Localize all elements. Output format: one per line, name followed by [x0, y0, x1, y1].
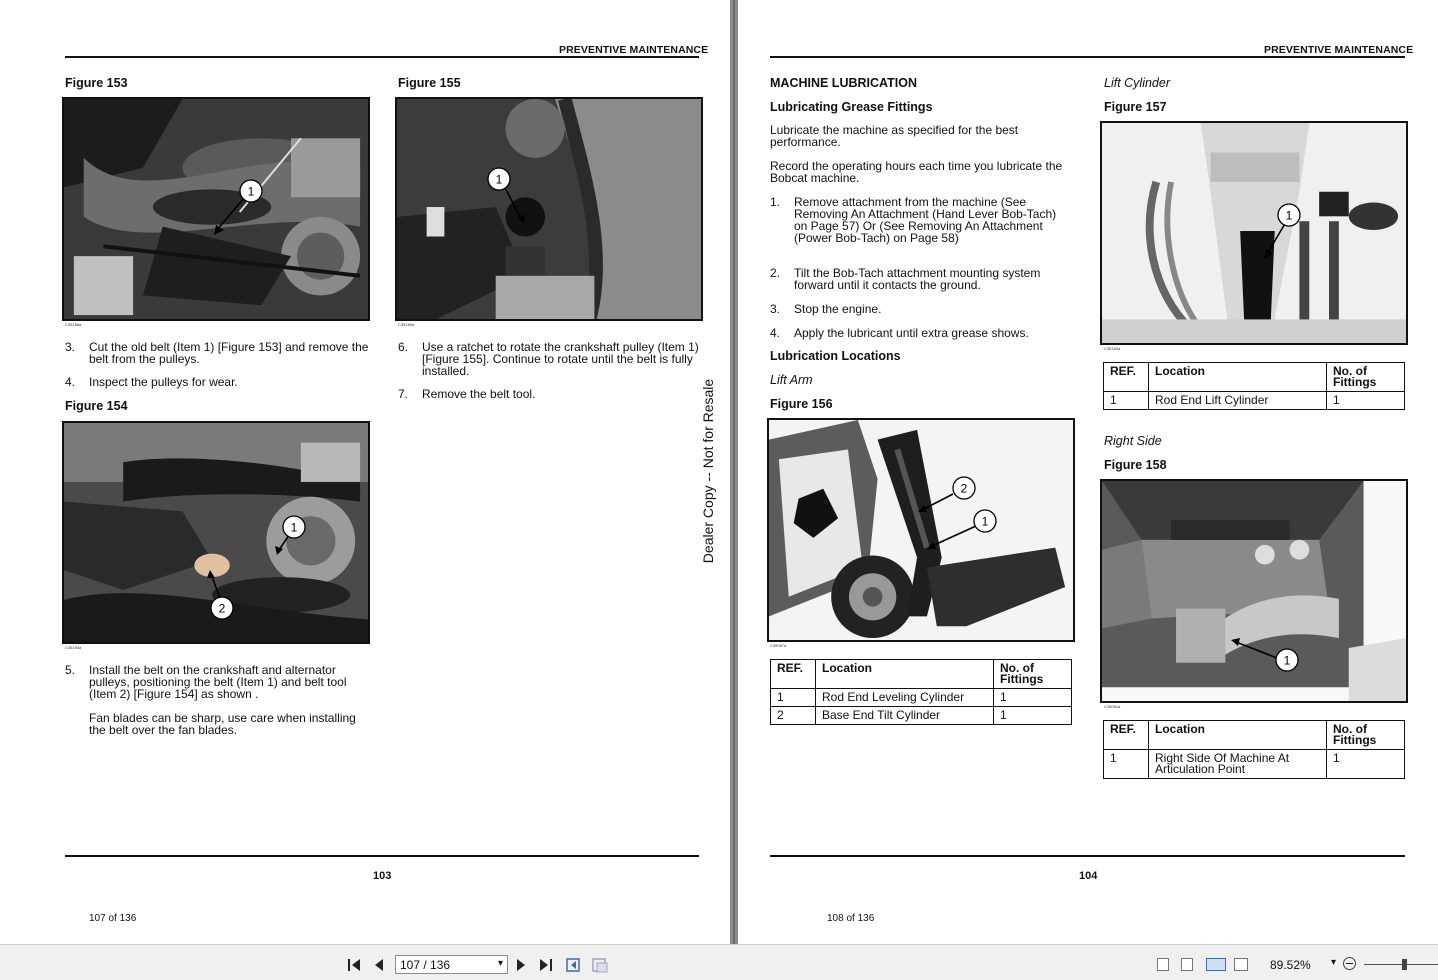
right-page-count: 108 of 136 — [827, 913, 875, 924]
th-fittings: No. of Fittings — [994, 660, 1072, 689]
th-location: Location — [816, 660, 994, 689]
step-6: 6. Use a ratchet to rotate the crankshaft pulley (Item 1) [Figure 155]. Continue to rotate until the belt is fully installed. — [398, 340, 699, 378]
figure-156-callout-1: 1 — [981, 514, 989, 529]
table-row: 1 Rod End Leveling Cylinder 1 — [771, 689, 1072, 707]
figure-153-label: Figure 153 — [65, 76, 128, 90]
figure-158-callout — [1228, 630, 1308, 680]
figure-158-callout-1: 1 — [1283, 653, 1291, 668]
table-row: 2 Base End Tilt Cylinder 1 — [771, 707, 1072, 725]
lift-arm-label: Lift Arm — [770, 373, 813, 387]
two-page-view-icon[interactable] — [1206, 958, 1226, 971]
figure-158-code: C35061a — [1104, 704, 1121, 709]
zoom-slider-track[interactable] — [1364, 964, 1438, 965]
figure-155-callout-1: 1 — [495, 172, 503, 187]
footer-rule — [770, 855, 1405, 857]
figure-157-callout-1: 1 — [1285, 208, 1293, 223]
figure-155-code: C35189a — [398, 322, 415, 327]
watermark: Dealer Copy -- Not for Resale — [700, 378, 716, 564]
zoom-slider-handle[interactable] — [1402, 959, 1407, 970]
figure-154-code: C35190a — [65, 645, 82, 650]
next-view-icon — [591, 956, 609, 974]
figure-158-label: Figure 158 — [1104, 458, 1167, 472]
right-page — [738, 0, 1438, 944]
lube-step-4: 4. Apply the lubricant until extra grease shows. — [770, 326, 1029, 340]
figure-154-label: Figure 154 — [65, 399, 128, 413]
zoom-level[interactable]: 89.52% — [1270, 958, 1311, 972]
figure-156-callout-2: 2 — [960, 481, 968, 496]
chevron-down-icon[interactable]: ▾ — [497, 958, 503, 969]
figure-154-callout-2: 2 — [218, 601, 226, 616]
step-5-note: Fan blades can be sharp, use care when installing the belt over the fan blades. — [89, 711, 356, 737]
last-page-button[interactable] — [538, 957, 554, 976]
figure-153-callout — [200, 175, 270, 245]
figure-156-code: C35067a — [770, 643, 787, 648]
lube-step-2: 2. Tilt the Bob-Tach attachment mounting system forward until it contacts the ground. — [770, 266, 1041, 292]
left-page-number: 103 — [373, 870, 392, 882]
last-page-icon — [538, 957, 554, 973]
figure-156-callouts — [908, 470, 1008, 560]
continuous-view-icon[interactable] — [1181, 958, 1193, 971]
two-page-continuous-view-icon[interactable] — [1234, 958, 1248, 971]
step-7: 7. Remove the belt tool. — [398, 387, 536, 401]
right-side-label: Right Side — [1104, 434, 1162, 448]
paragraph-2: Record the operating hours each time you lubricate the Bobcat machine. — [770, 159, 1063, 185]
next-page-button[interactable] — [514, 957, 528, 976]
page-number-value: 107 / 136 — [400, 958, 451, 972]
first-page-icon — [346, 957, 362, 973]
lube-step-1: 1. Remove attachment from the machine (See Removing An Attachment (Hand Lever Bob-Tach) on Page 57) Or (See Removing An Attachment (Power Bob-Tach) on Page 58) — [770, 195, 1057, 245]
lube-step-3: 3. Stop the engine. — [770, 302, 882, 316]
table-158: REF. Location No. of Fittings 1 Right Side Of Machine At Articulation Point 1 — [1103, 720, 1405, 779]
header-rule — [770, 56, 1405, 58]
table-156 — [770, 659, 1072, 725]
step-5: 5. Install the belt on the crankshaft and alternator pulleys, positioning the belt (Item 1) and belt tool (Item 2) [Figure 154] as shown . — [65, 663, 347, 701]
previous-view-button[interactable] — [565, 956, 583, 977]
section-title: MACHINE LUBRICATION — [770, 76, 917, 90]
left-page — [0, 0, 730, 944]
figure-156-label: Figure 156 — [770, 397, 833, 411]
left-page-header: PREVENTIVE MAINTENANCE — [559, 44, 709, 56]
step-3: 3. Cut the old belt (Item 1) [Figure 153] and remove the belt from the pulleys. — [65, 340, 369, 366]
paragraph-1: Lubricate the machine as specified for the best performance. — [770, 123, 1019, 149]
table-row: 1 Rod End Lift Cylinder 1 — [1104, 392, 1405, 410]
locations-title: Lubrication Locations — [770, 349, 901, 363]
first-page-button[interactable] — [346, 957, 362, 976]
previous-page-icon — [372, 957, 386, 973]
single-page-view-icon[interactable] — [1157, 958, 1169, 971]
lift-cylinder-label: Lift Cylinder — [1104, 76, 1170, 90]
figure-154-callouts — [195, 510, 315, 625]
page-number-input[interactable] — [395, 955, 508, 974]
table-157: REF. Location No. of Fittings 1 Rod End Lift Cylinder 1 — [1103, 362, 1405, 410]
subsection-title: Lubricating Grease Fittings — [770, 100, 933, 114]
figure-157-label: Figure 157 — [1104, 100, 1167, 114]
figure-153-code: C35188a — [65, 322, 82, 327]
th-ref: REF. — [771, 660, 816, 689]
zoom-dropdown-icon[interactable]: ▾ — [1331, 957, 1337, 968]
figure-155-label: Figure 155 — [398, 76, 461, 90]
next-view-button[interactable] — [591, 956, 609, 977]
figure-157-callout — [1253, 198, 1313, 268]
header-rule — [65, 56, 699, 58]
right-page-header: PREVENTIVE MAINTENANCE — [1264, 44, 1414, 56]
figure-153-callout-1: 1 — [247, 184, 255, 199]
zoom-out-icon[interactable] — [1343, 957, 1356, 970]
footer-rule — [65, 855, 699, 857]
previous-page-button[interactable] — [372, 957, 386, 976]
left-page-count: 107 of 136 — [89, 913, 137, 924]
table-row: 1 Right Side Of Machine At Articulation Point 1 — [1104, 750, 1405, 779]
figure-155-callout — [480, 160, 550, 240]
step-4: 4. Inspect the pulleys for wear. — [65, 375, 238, 389]
next-page-icon — [514, 957, 528, 973]
previous-view-icon — [565, 956, 583, 974]
right-page-number: 104 — [1079, 870, 1098, 882]
figure-154-callout-1: 1 — [290, 520, 298, 535]
figure-157-code: C35160a — [1104, 346, 1121, 351]
page-gutter-line — [733, 0, 735, 944]
